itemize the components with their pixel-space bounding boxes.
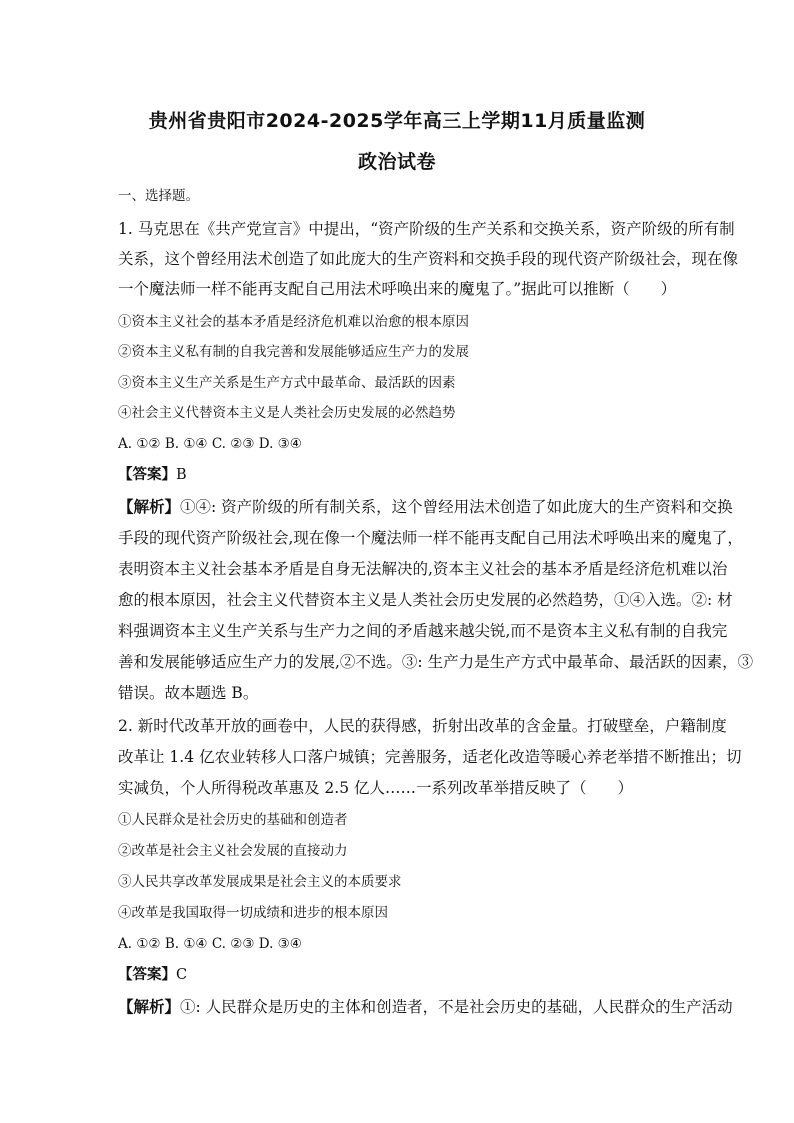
q1-option: ③资本主义生产关系是生产方式中最革命、最活跃的因素: [118, 375, 456, 391]
answer-tag: 【答案】: [118, 467, 176, 483]
q1-stem-line: 一个魔法师一样不能再支配自己用法术呼唤出来的魔鬼了。”据此可以推断（ ）: [118, 280, 677, 298]
q2-option: ②改革是社会主义社会发展的直接动力: [118, 843, 348, 859]
q1-analysis-line: 善和发展能够适应生产力的发展,②不选。③: 生产力是生产方式中最革命、最活跃的因素，③: [118, 653, 754, 671]
document-title: 贵州省贵阳市2024-2025学年高三上学期11月质量监测: [148, 110, 646, 132]
q1-analysis-line: 手段的现代资产阶级社会,现在像一个魔法师一样不能再支配自己用法术呼唤出来的魔鬼了，: [118, 529, 743, 547]
q1-analysis-line: [118, 497, 733, 517]
section-heading: 一、选择题。: [118, 188, 199, 204]
q1-analysis-line: 愈的根本原因，社会主义代替资本主义是人类社会历史发展的必然趋势，①④入选。②: 材: [118, 591, 733, 609]
analysis-tag: 【解析】: [118, 998, 181, 1016]
q1-stem-line: 1. 马克思在《共产党宣言》中提出，“资产阶级的生产关系和交换关系，资产阶级的所有制: [118, 220, 735, 238]
q1-analysis-line: 表明资本主义社会基本矛盾是自身无法解决的,资本主义社会的基本矛盾是经济危机难以治: [118, 560, 728, 578]
analysis-tag: 【解析】: [118, 498, 181, 516]
q1-option: ④社会主义代替资本主义是人类社会历史发展的必然趋势: [118, 405, 456, 421]
q2-analysis-line: [118, 997, 733, 1017]
answer-value: C: [176, 967, 188, 983]
q1-option: ①资本主义社会的基本矛盾是经济危机难以治愈的根本原因: [118, 314, 469, 330]
q2-option: ④改革是我国取得一切成绩和进步的根本原因: [118, 905, 388, 921]
answer-value: B: [176, 467, 187, 483]
analysis-text: ①: 人民群众是历史的主体和创造者，不是社会历史的基础，人民群众的生产活动: [180, 998, 733, 1016]
q2-option: ①人民群众是社会历史的基础和创造者: [118, 812, 348, 828]
q2-option: ③人民共享改革发展成果是社会主义的本质要求: [118, 874, 402, 890]
q1-answer: [118, 465, 684, 485]
q2-stem-line: 实减负，个人所得税改革惠及 2.5 亿人……一系列改革举措反映了（ ）: [118, 779, 634, 797]
q1-choices: A. ①② B. ①④ C. ②③ D. ③④: [118, 436, 302, 452]
q2-stem-line: 2. 新时代改革开放的画卷中，人民的获得感，折射出改革的含金量。打破壁垒，户籍制度: [118, 717, 727, 735]
q1-analysis-line: 料强调资本主义生产关系与生产力之间的矛盾越来越尖锐,而不是资本主义私有制的自我完: [118, 622, 728, 640]
analysis-text: ①④: 资产阶级的所有制关系，这个曾经用法术创造了如此庞大的生产资料和交换: [180, 498, 733, 516]
q1-analysis-line: 错误。故本题选 B。: [118, 684, 259, 702]
q2-stem-line: 改革让 1.4 亿农业转移人口落户城镇；完善服务，适老化改造等暖心养老举措不断推出；切: [118, 748, 742, 766]
q2-choices: A. ①② B. ①④ C. ②③ D. ③④: [118, 936, 302, 952]
q2-answer: [118, 965, 684, 985]
q1-option: ②资本主义私有制的自我完善和发展能够适应生产力的发展: [118, 344, 469, 360]
q1-stem-line: 关系，这个曾经用法术创造了如此庞大的生产资料和交换手段的现代资产阶级社会，现在像: [118, 250, 739, 268]
document-subtitle: 政治试卷: [357, 151, 436, 173]
answer-tag: 【答案】: [118, 967, 176, 983]
